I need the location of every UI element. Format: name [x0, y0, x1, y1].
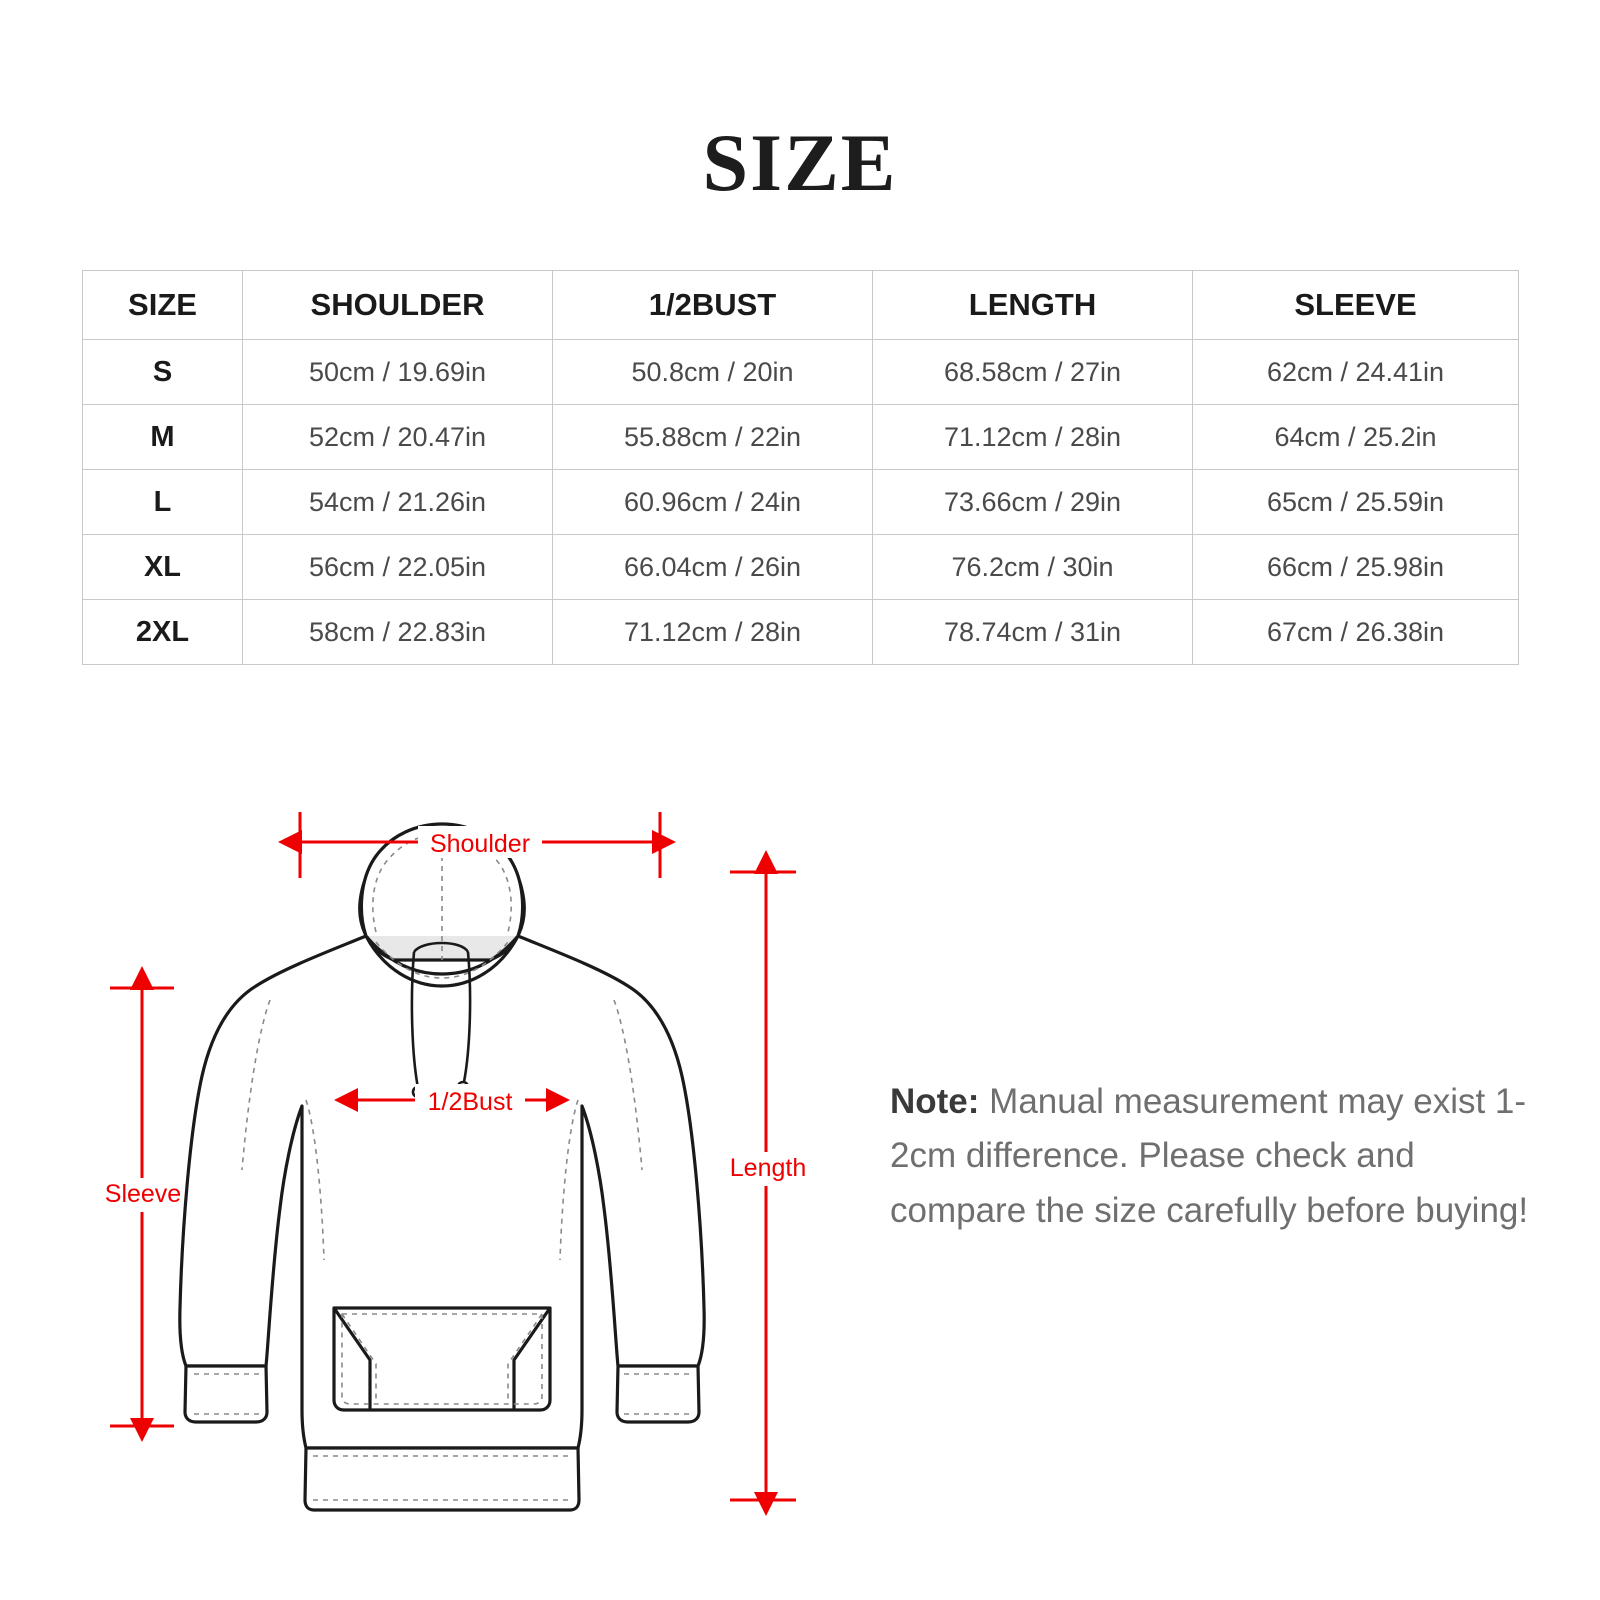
cell-shoulder: 50cm / 19.69in [243, 340, 553, 405]
cell-shoulder: 58cm / 22.83in [243, 600, 553, 665]
cell-sleeve: 66cm / 25.98in [1193, 535, 1519, 600]
cell-bust: 60.96cm / 24in [553, 470, 873, 535]
page-title: SIZE [702, 117, 898, 208]
note-prefix: Note: [890, 1082, 980, 1121]
cell-length: 71.12cm / 28in [873, 405, 1193, 470]
cell-length: 76.2cm / 30in [873, 535, 1193, 600]
column-header-size: SIZE [83, 271, 243, 340]
cell-size: S [83, 340, 243, 405]
cell-size: M [83, 405, 243, 470]
table-row [83, 405, 1519, 470]
table-row [83, 600, 1519, 665]
length-label: Length [729, 1154, 807, 1182]
cell-bust: 50.8cm / 20in [553, 340, 873, 405]
cell-length: 78.74cm / 31in [873, 600, 1193, 665]
cell-bust: 66.04cm / 26in [553, 535, 873, 600]
shoulder-label: Shoulder [429, 830, 531, 858]
cell-sleeve: 67cm / 26.38in [1193, 600, 1519, 665]
length-measure-arrow [730, 872, 806, 1500]
cell-sleeve: 64cm / 25.2in [1193, 405, 1519, 470]
cell-shoulder: 54cm / 21.26in [243, 470, 553, 535]
sleeve-label: Sleeve [104, 1180, 182, 1208]
column-header-shoulder: SHOULDER [243, 271, 553, 340]
cell-length: 73.66cm / 29in [873, 470, 1193, 535]
measurement-note [890, 1075, 1530, 1238]
cell-bust: 55.88cm / 22in [553, 405, 873, 470]
cell-sleeve: 62cm / 24.41in [1193, 340, 1519, 405]
bust-label: 1/2Bust [427, 1088, 513, 1116]
cell-size: L [83, 470, 243, 535]
column-header-sleeve: SLEEVE [1193, 271, 1519, 340]
column-header-length: LENGTH [873, 271, 1193, 340]
cell-length: 68.58cm / 27in [873, 340, 1193, 405]
cell-size: 2XL [83, 600, 243, 665]
cell-shoulder: 52cm / 20.47in [243, 405, 553, 470]
cell-sleeve: 65cm / 25.59in [1193, 470, 1519, 535]
cell-bust: 71.12cm / 28in [553, 600, 873, 665]
cell-shoulder: 56cm / 22.05in [243, 535, 553, 600]
size-chart-table [82, 270, 1519, 665]
hoodie-measurement-diagram [70, 800, 850, 1540]
table-row [83, 340, 1519, 405]
table-header-row [83, 271, 1519, 340]
cell-size: XL [83, 535, 243, 600]
note-body: Manual measurement may exist 1-2cm difference. Please check and compare the size carefully before buying! [890, 1082, 1529, 1230]
table-row [83, 470, 1519, 535]
table-row [83, 535, 1519, 600]
column-header-bust: 1/2BUST [553, 271, 873, 340]
